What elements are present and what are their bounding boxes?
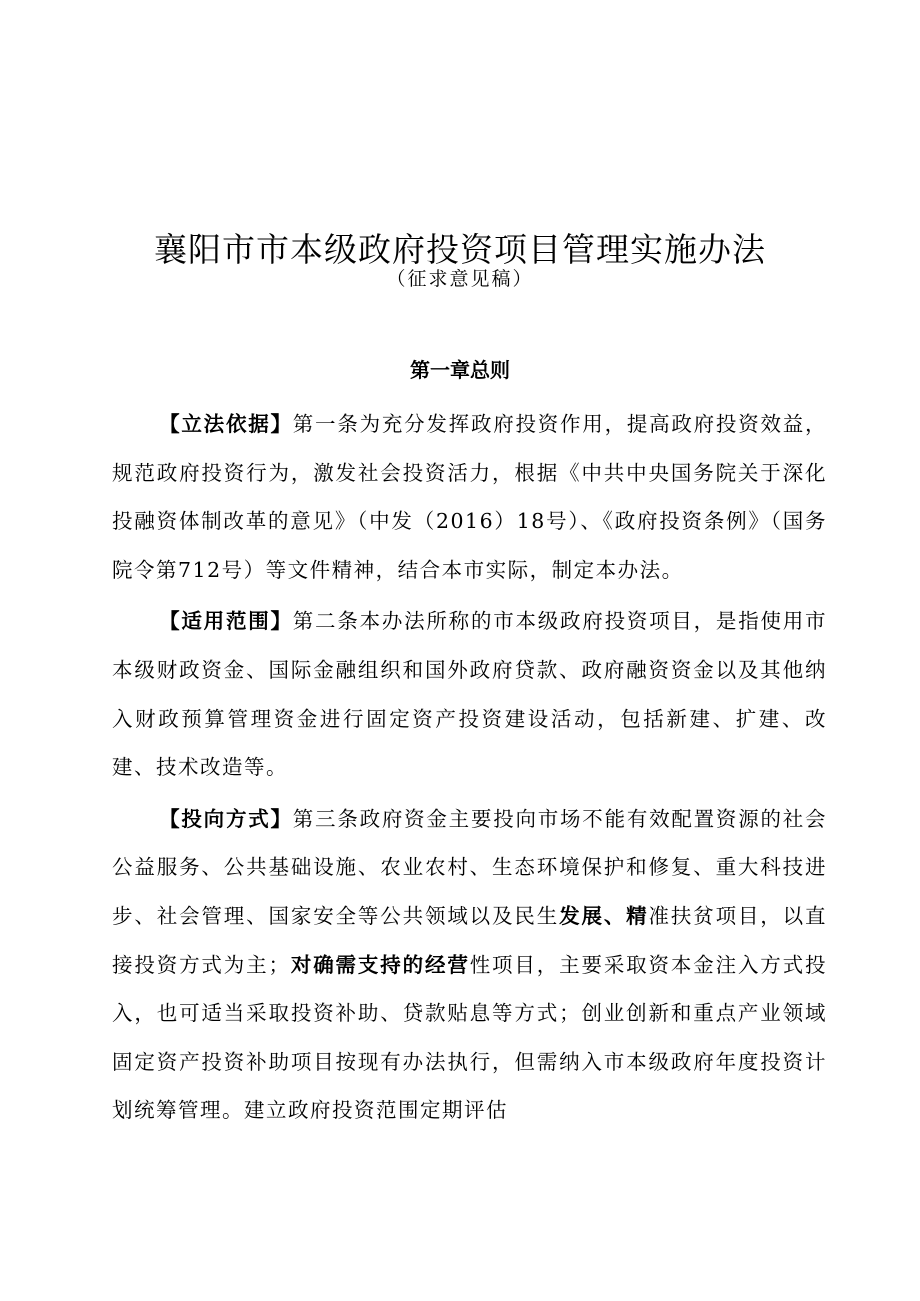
document-subtitle: （征求意见稿） — [386, 268, 534, 290]
article-1 — [112, 400, 827, 594]
article-3-bold-b: 对确需支持的经营 — [290, 952, 470, 977]
article-3 — [112, 795, 827, 1135]
document-body — [112, 400, 827, 1135]
chapter-heading: 第一章总则 — [410, 358, 510, 382]
article-3-bold-a: 发展、精 — [559, 903, 649, 928]
article-3-tag: 【投向方式】 — [159, 806, 293, 831]
article-1-text: 第一条为充分发挥政府投资作用，提高政府投资效益，规范政府投资行为，激发社会投资活力，根据《中共中央国务院关于深化投融资体制改革的意见》（中发（2016）18号）、《政府投资条例》（国务院令第712号）等文件精神，结合本市实际，制定本办法。 — [112, 412, 828, 582]
article-2-text: 第二条本办法所称的市本级政府投资项目，是指使用市本级财政资金、国际金融组织和国外政府贷款、政府融资资金以及其他纳入财政预算管理资金进行固定资产投资建设活动，包括新建、扩建、改建、技术改造等。 — [112, 609, 828, 780]
article-3-text-b: 准扶贫项目，以直接投资方式为主； — [112, 903, 828, 977]
article-2 — [112, 597, 827, 791]
article-3-text-a: 第三条政府资金主要投向市场不能有效配置资源的社会公益服务、公共基础设施、农业农村、生态环境保护和修复、重大科技进步、社会管理、国家安全等公共领域以及民生 — [112, 806, 828, 928]
document-title: 襄阳市市本级政府投资项目管理实施办法 — [154, 230, 766, 270]
article-1-tag: 【立法依据】 — [159, 412, 293, 436]
article-3-text-c: 性项目，主要采取资本金注入方式投入，也可适当采取投资补助、贷款贴息等方式；创业创新和重点产业领域固定资产投资补助项目按现有办法执行，但需纳入市本级政府年度投资计划统筹管理。建立政府投资范围定期评估 — [112, 952, 828, 1123]
article-2-tag: 【适用范围】 — [159, 609, 293, 634]
